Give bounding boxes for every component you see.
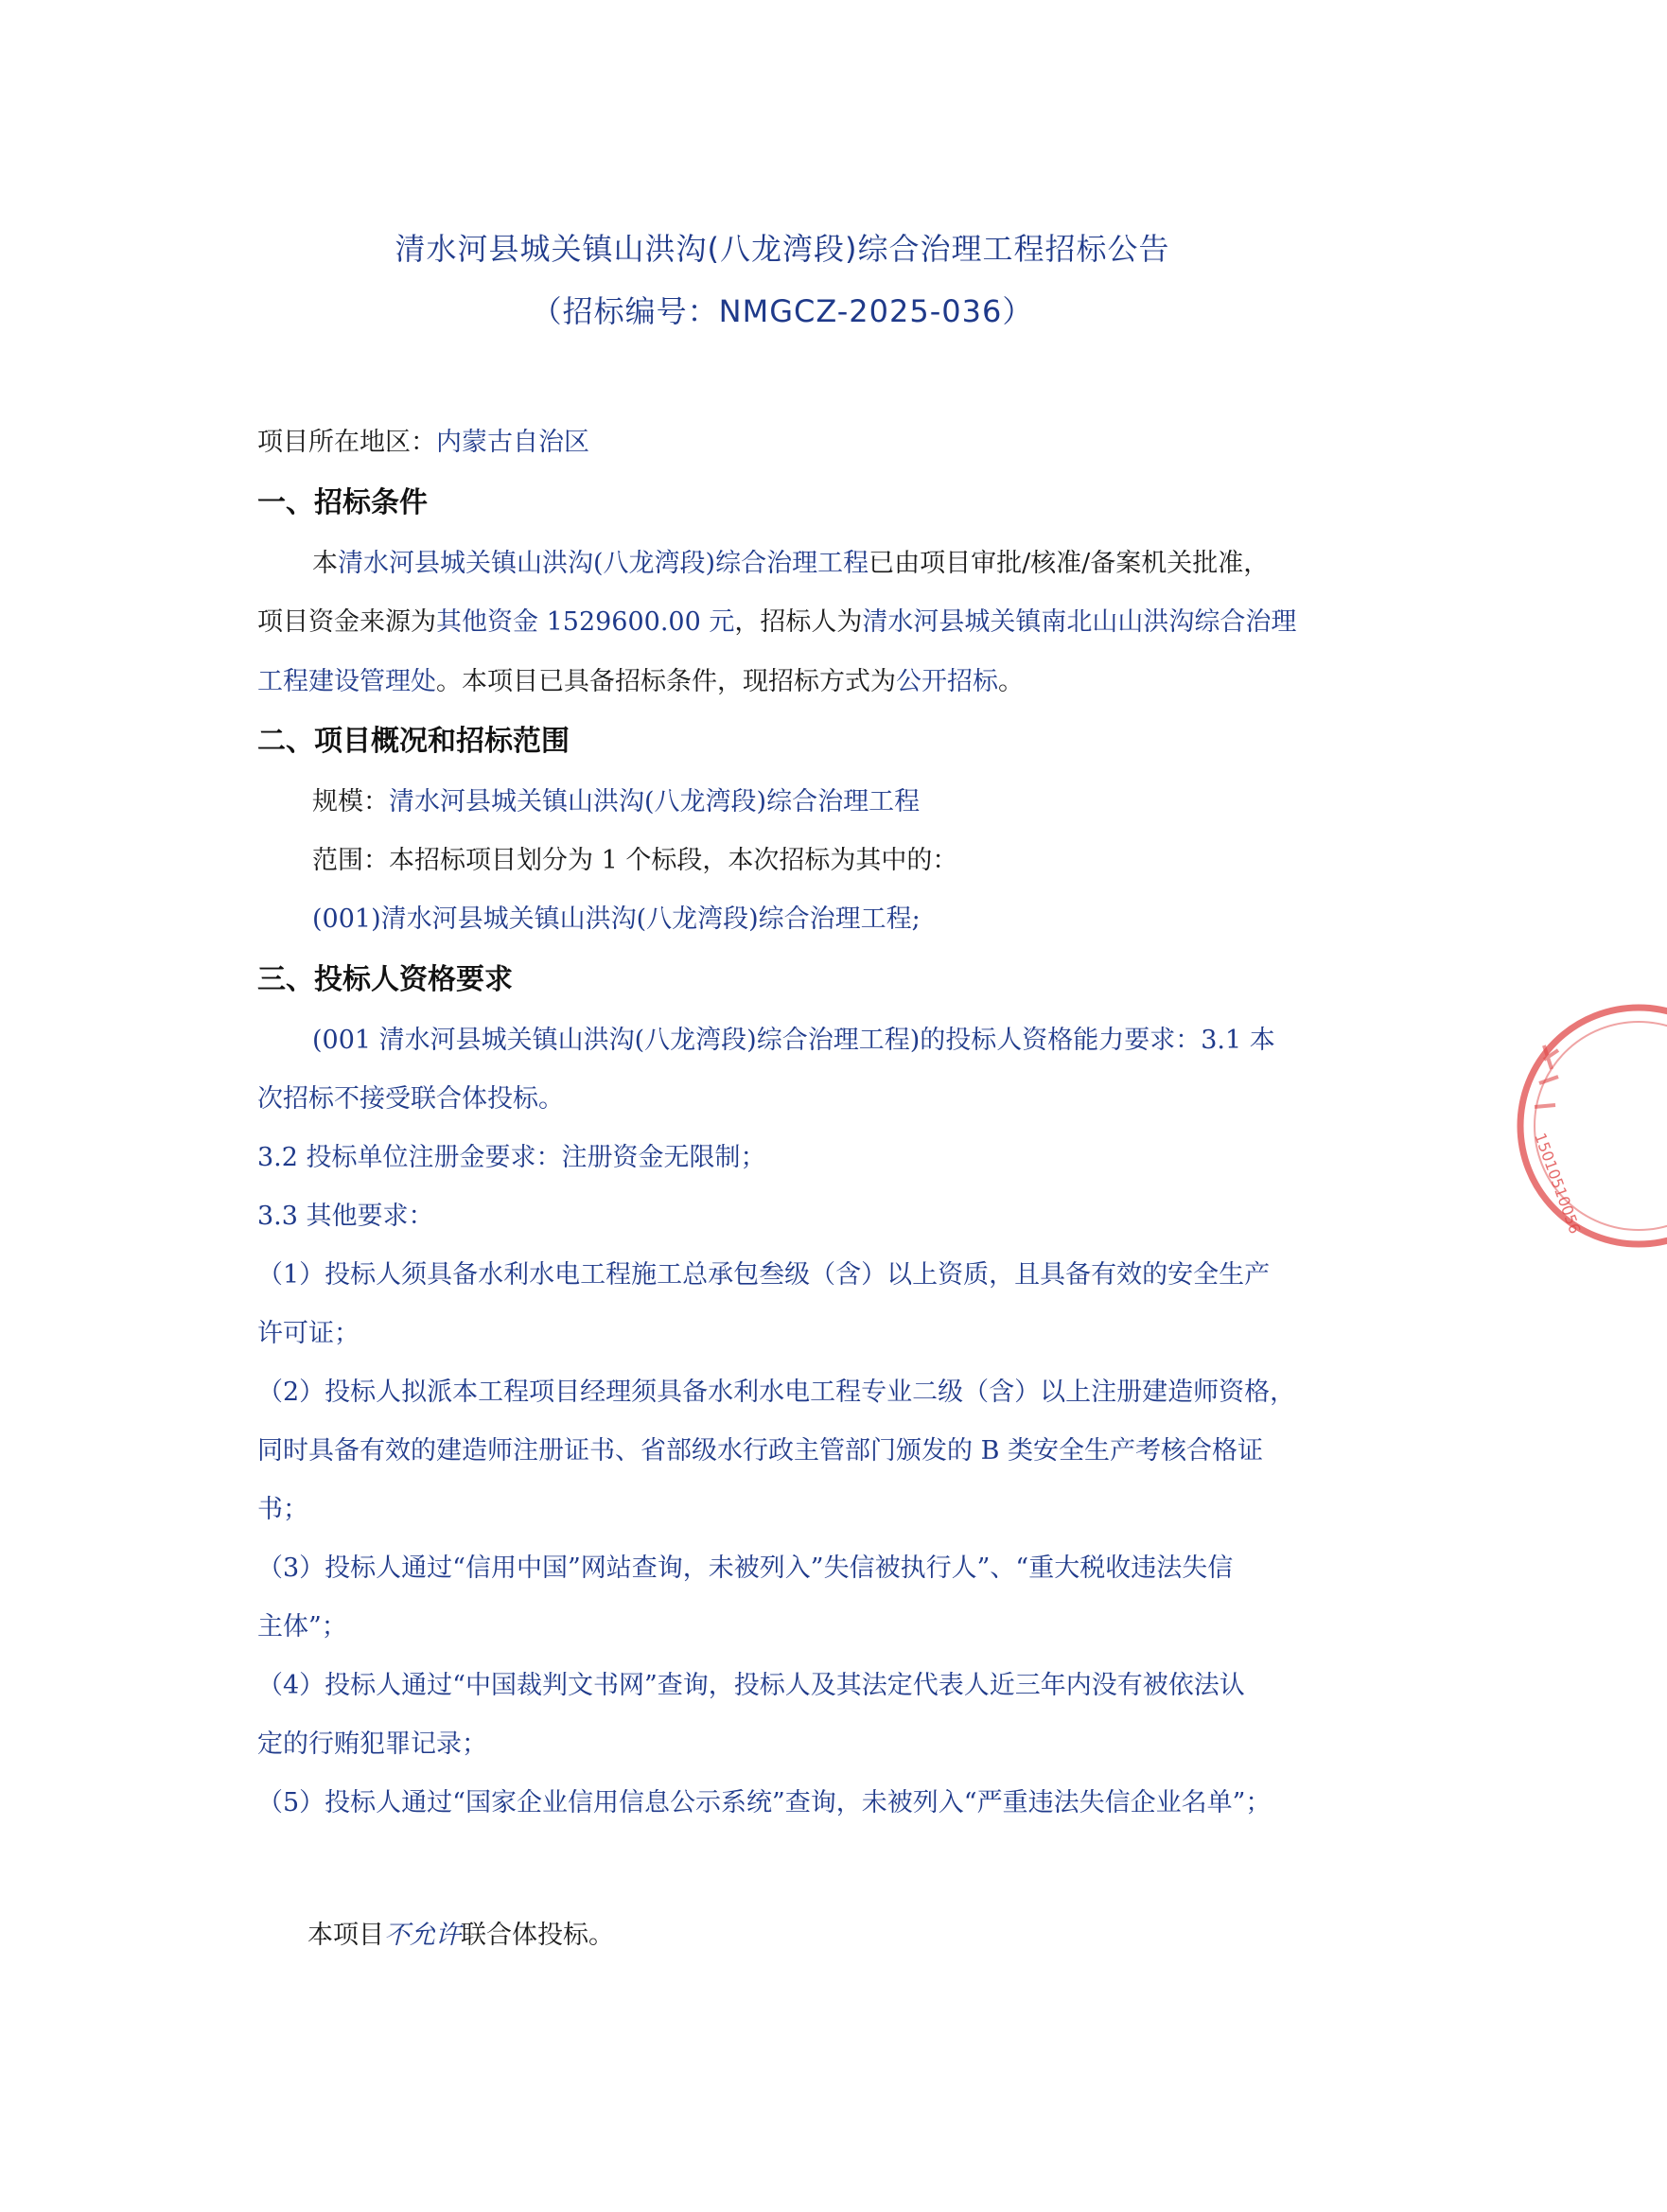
region-label: 项目所在地区： [257,428,436,457]
req-1-line-2: 许可证； [257,1319,360,1348]
sec3-p1-line-1: (001 清水河县城关镇山洪沟(八龙湾段)综合治理工程)的投标人资格能力要求：3.1 本 [312,1026,1275,1055]
req-5-line-1: （5）投标人通过“国家企业信用信息公示系统”查询，未被列入“严重违法失信企业名单”； [257,1788,1272,1817]
region-line [257,426,1307,460]
sec1-line-3: 工程建设管理处。本项目已具备招标条件，现招标方式为公开招标。 [257,667,1024,696]
req-4-line-2: 定的行贿犯罪记录； [257,1729,487,1759]
seal-outer-ring [1520,1008,1667,1244]
official-seal-stamp [1506,993,1667,1258]
footer-line: 本项目不允许联合体投标。 [307,1921,614,1950]
tender-method: 公开招标 [896,667,998,696]
sec3-p3: 3.3 其他要求： [257,1202,434,1231]
req-1-line-1: （1）投标人须具备水利水电工程施工总承包叁级（含）以上资质，且具备有效的安全生产 [257,1260,1271,1290]
tender-number: （招标编号：NMGCZ-2025-036） [531,293,1034,329]
lot-line: (001)清水河县城关镇山洪沟(八龙湾段)综合治理工程; [312,904,921,934]
scale-line: 规模：清水河县城关镇山洪沟(八龙湾段)综合治理工程 [312,787,921,816]
sec3-p1-line-2: 次招标不接受联合体投标。 [257,1084,564,1114]
scale-value: 清水河县城关镇山洪沟(八龙湾段)综合治理工程 [389,787,921,816]
req-4-line-1: （4）投标人通过“中国裁判文书网”查询，投标人及其法定代表人近三年内没有被依法认 [257,1671,1245,1700]
fund-source: 其他资金 1529600.00 元 [436,607,735,637]
project-name: 清水河县城关镇山洪沟(八龙湾段)综合治理工程 [338,549,869,578]
tenderer: 清水河县城关镇南北山山洪沟综合治理 [862,607,1297,637]
req-2-line-2: 同时具备有效的建造师注册证书、省部级水行政主管部门颁发的 B 类安全生产考核合格证 [257,1436,1264,1466]
document-title: 清水河县城关镇山洪沟(八龙湾段)综合治理工程招标公告 [395,231,1170,267]
sec3-p2: 3.2 投标单位注册金要求：注册资金无限制； [257,1143,766,1172]
not-allowed-text: 不允许 [384,1921,461,1950]
req-2-line-1: （2）投标人拟派本工程项目经理须具备水利水电工程专业二级（含）以上注册建造师资格， [257,1378,1296,1407]
seal-number: 15010510056 [1531,1130,1585,1237]
region-value: 内蒙古自治区 [436,428,589,457]
range-line: 范围：本招标项目划分为 1 个标段，本次招标为其中的： [312,846,958,875]
req-2-line-3: 书； [257,1495,308,1524]
req-3-line-2: 主体”； [257,1612,347,1641]
sec1-line-1: 本清水河县城关镇山洪沟(八龙湾段)综合治理工程已由项目审批/核准/备案机关批准， [312,549,1270,578]
sec1-line-2: 项目资金来源为其他资金 1529600.00 元，招标人为清水河县城关镇南北山山洪沟综合治理 [257,607,1297,637]
req-3-line-1: （3）投标人通过“信用中国”网站查询，未被列入”失信被执行人”、“重大税收违法失信 [257,1554,1234,1583]
section-1-heading: 一、招标条件 [257,486,428,519]
section-3-heading: 三、投标人资格要求 [257,963,513,996]
section-2-heading: 二、项目概况和招标范围 [257,725,570,758]
